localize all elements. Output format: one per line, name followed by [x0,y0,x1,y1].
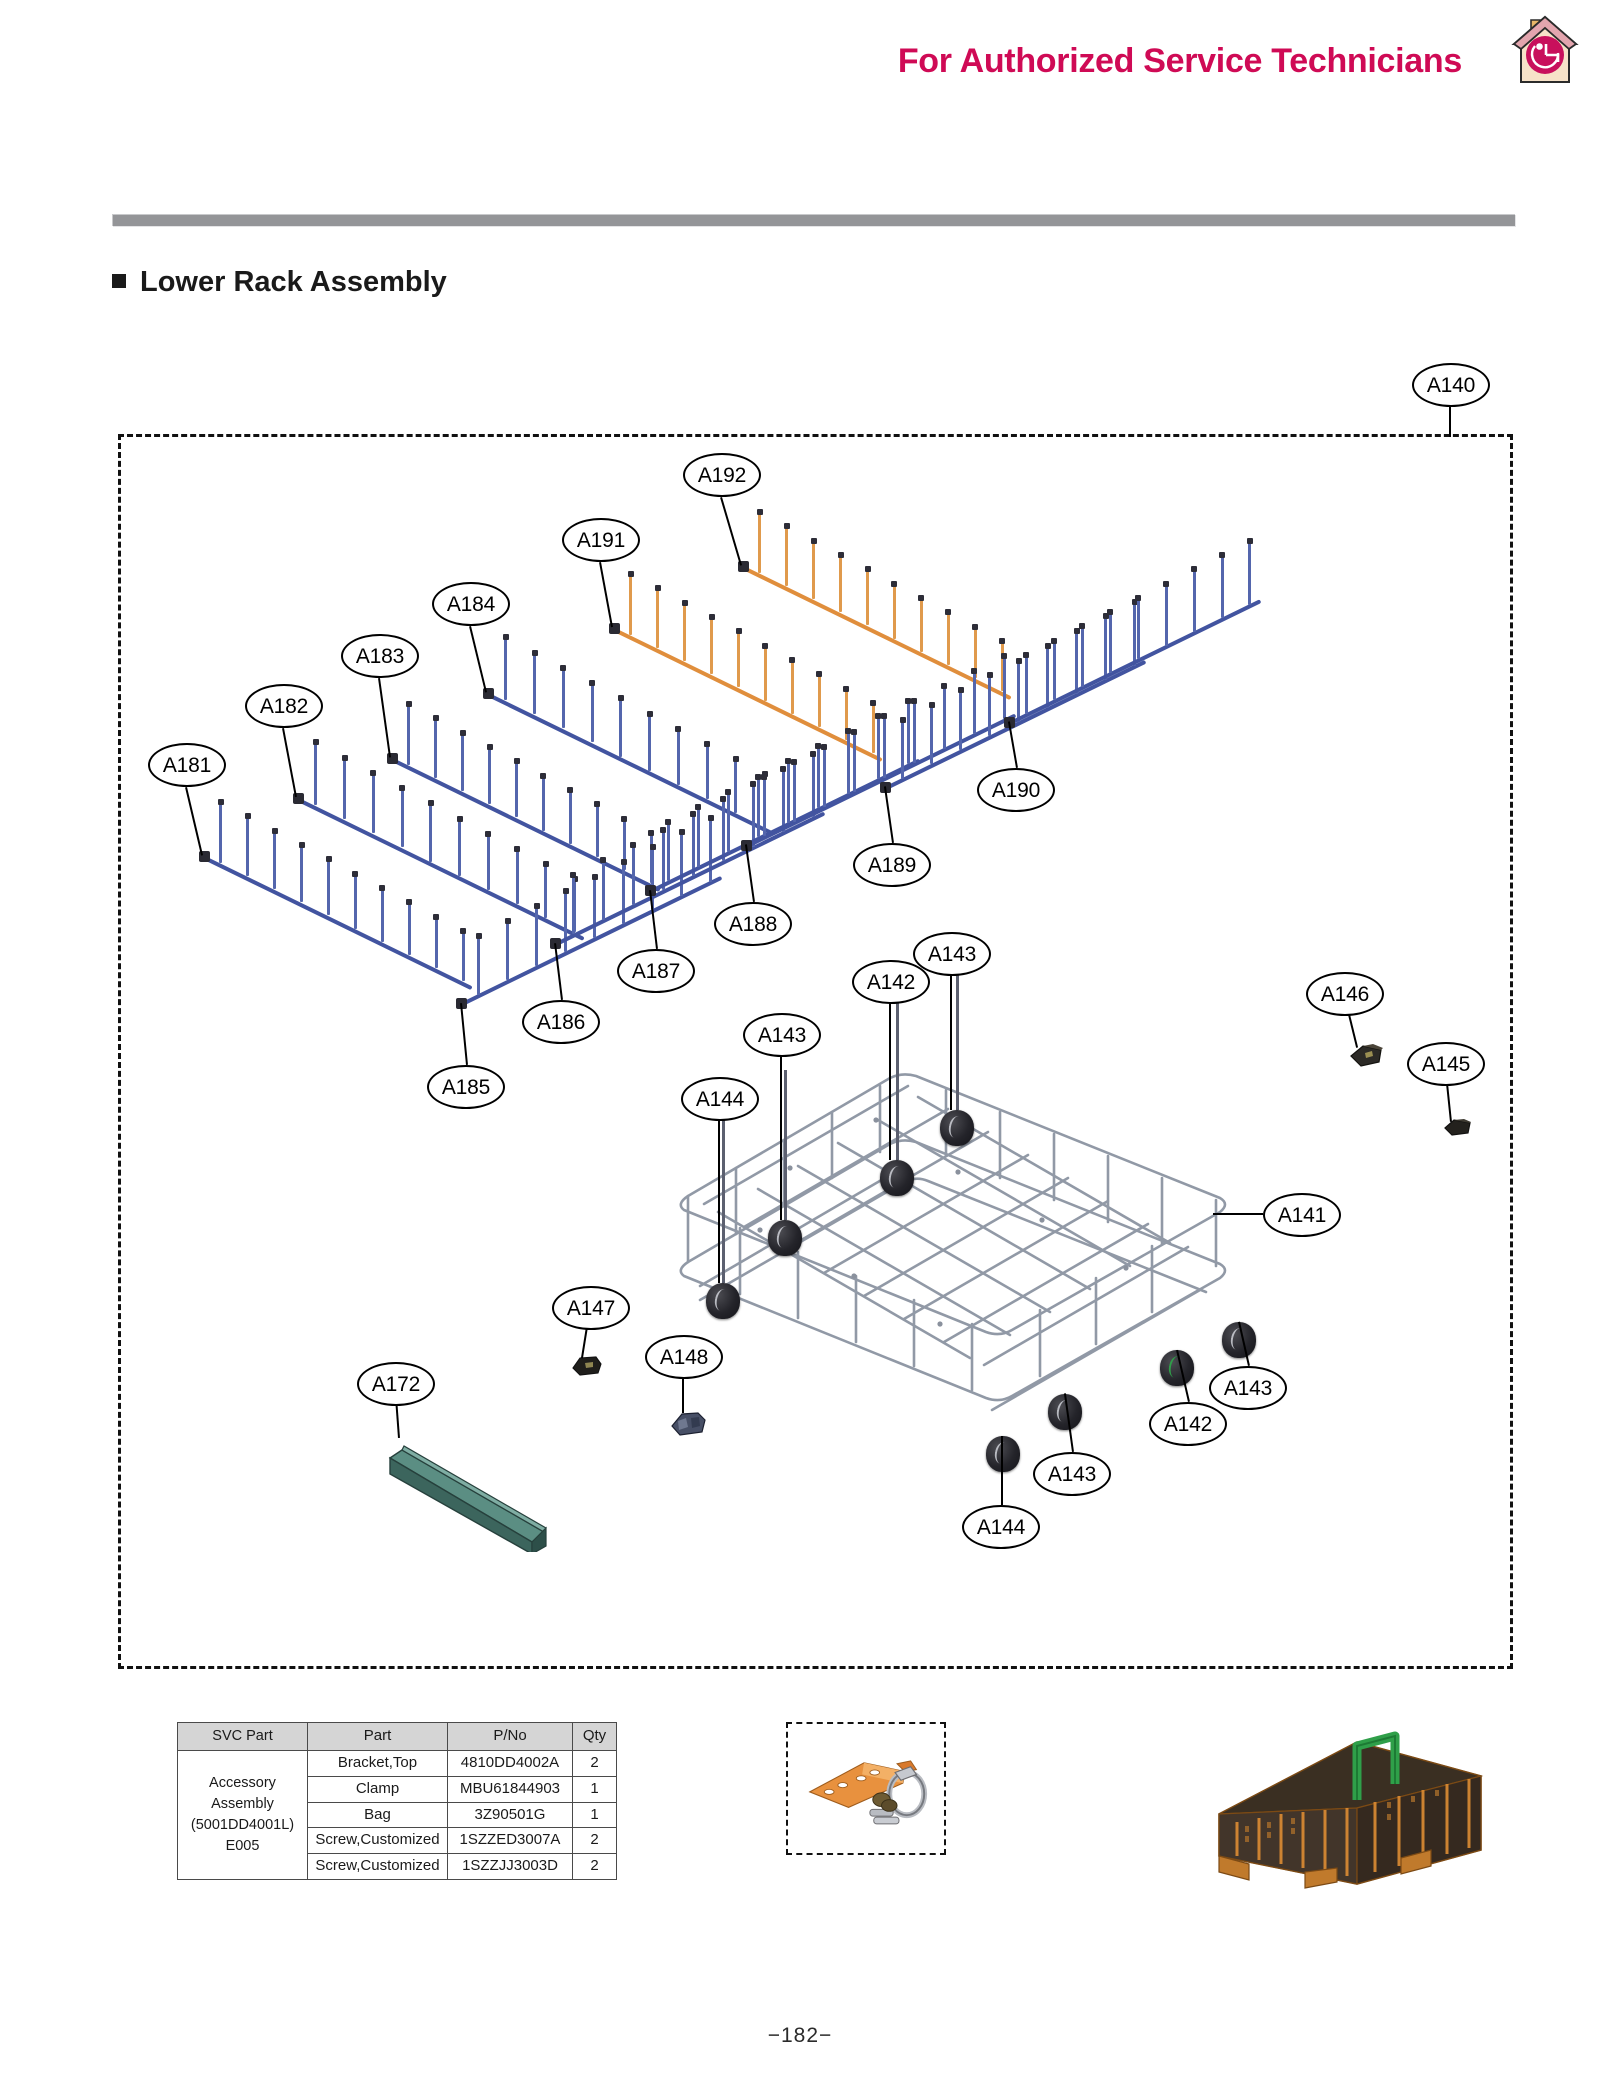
page-title [112,266,447,299]
tine-tip [648,830,654,836]
tine [758,513,761,573]
tine [562,669,565,729]
part-a145-clip [1440,1112,1476,1140]
callout-a144-16: A144 [681,1077,759,1121]
tine-tip [379,885,385,891]
callout-a144-26: A144 [962,1505,1040,1549]
tine [1109,613,1112,673]
callout-a187-10: A187 [617,949,695,993]
tine-tip [690,811,696,817]
tine [710,618,713,674]
tine-tip [628,571,634,577]
tine [488,748,491,804]
tine-tip [695,804,701,810]
tine-tip [1219,552,1225,558]
tine-tip [757,509,763,515]
tine [791,661,794,714]
tine-tip [905,698,911,704]
tine-tip [589,680,595,686]
tine [930,706,933,765]
tine-tip [245,813,251,819]
tine-tip [736,628,742,634]
a110-cutlery-basket-art [1205,1722,1495,1897]
tine [793,763,796,822]
roller-wheel-0 [880,1160,914,1196]
callout-a188-9: A188 [714,902,792,946]
tine [764,647,767,701]
tine-tip [972,624,978,630]
tine-tip [791,759,797,765]
tine [734,760,737,812]
tine [462,932,465,981]
tine [901,721,904,779]
tine [544,865,547,917]
callout-a191-2: A191 [562,518,640,562]
callout-a186-11: A186 [522,1000,600,1044]
service-parts-table [177,1722,617,1880]
roller-wheel-1 [940,1110,974,1146]
callout-a185-12: A185 [427,1065,505,1109]
tine [372,774,375,834]
tine [727,793,730,852]
tine-tip [476,933,482,939]
tine-tip [543,861,549,867]
tine-tip [762,643,768,649]
tine-tip [720,796,726,802]
tine-tip [299,842,305,848]
tine-tip [1247,538,1253,544]
tine [487,835,490,890]
tine [656,589,659,648]
tine-tip [865,566,871,572]
cell-part: Clamp [308,1776,448,1802]
tine [506,922,509,981]
callout-a192-1: A192 [683,453,761,497]
callout-leader-line [1449,407,1451,437]
svc-part-line: Assembly [211,1795,274,1812]
callout-a142-24: A142 [1149,1402,1227,1446]
tine-tip [563,888,569,894]
tine-tip [1074,628,1080,634]
tine [435,918,438,968]
roller-stem [784,1070,787,1220]
tine-tip [665,819,671,825]
column-header-pno: P/No [448,1723,573,1751]
tine [817,747,820,808]
tine [542,777,545,831]
tine [943,687,946,749]
tine [706,745,709,799]
tine-tip [342,755,348,761]
tine [947,613,950,665]
tine-tip [1016,658,1022,664]
lg-house-logo [1504,8,1586,94]
cell-part: Bag [308,1802,448,1828]
tine-tip [785,758,791,764]
tine-tip [780,766,786,772]
tine [1025,656,1028,714]
tine-tip [326,856,332,862]
tine-tip [594,801,600,807]
tine [246,817,249,876]
table-row [178,1751,617,1777]
header-divider-rule [112,214,1515,226]
tine [477,937,480,995]
tine-tip [406,899,412,905]
tine-tip [821,744,827,750]
tine-tip [815,743,821,749]
tine [1017,662,1020,722]
tine [683,604,686,662]
tine-tip [838,552,844,558]
tine [812,542,815,600]
tine-tip [971,668,977,674]
roller-wheel-2 [768,1220,802,1256]
tine-tip [570,872,576,878]
cell-pno: 1SZZED3007A [448,1828,573,1854]
tine [619,699,622,756]
callout-a141-19: A141 [1263,1193,1341,1237]
tine [632,846,635,905]
tine [533,654,536,715]
tine-tip [845,728,851,734]
tine-tip [567,787,573,793]
tine [785,527,788,586]
callout-leader-line [950,954,952,1110]
tine [697,808,700,867]
column-header-part: Part [308,1723,448,1751]
tine-tip [929,702,935,708]
tine [877,717,880,779]
tine-tip [958,687,964,693]
tine [853,733,856,793]
e005-detail-box [786,1722,946,1855]
callout-leader-line [780,1035,782,1220]
cell-qty: 2 [573,1854,617,1880]
callout-leader-line [718,1099,720,1283]
tine-tip [660,827,666,833]
tine [677,730,680,785]
tine [1075,632,1078,694]
tine-tip [918,595,924,601]
part-a172-channel-bar [382,1434,552,1552]
tine-tip [313,739,319,745]
tine-tip [733,756,739,762]
tine-tip [503,634,509,640]
tine [1193,570,1196,632]
tine-tip [784,523,790,529]
tine [515,762,518,817]
tine [273,832,276,890]
tine-tip [789,657,795,663]
tine [973,672,976,734]
callout-a143-13: A143 [913,932,991,976]
cell-qty: 1 [573,1776,617,1802]
tine-tip [870,700,876,706]
roller-wheel-3 [706,1283,740,1319]
tine-tip [433,715,439,721]
tine-tip [406,701,412,707]
tine [866,570,869,625]
tine-tip [1001,653,1007,659]
svc-part-line: (5001DD4001L) [190,1816,295,1833]
tine-tip [810,751,816,757]
svc-part-line: Accessory [209,1774,276,1791]
tine [920,599,923,652]
tine-tip [428,800,434,806]
tine-tip [399,785,405,791]
tine-tip [1163,581,1169,587]
tine [458,820,461,876]
tine [381,889,384,942]
tine-tip [1051,638,1057,644]
page-title-text: Lower Rack Assembly [140,266,447,298]
tine [343,759,346,820]
tine [314,743,317,805]
tine-tip [514,846,520,852]
tine-tip [647,711,653,717]
tine-tip [540,773,546,779]
tine-tip [352,871,358,877]
svc-part-line: E005 [225,1837,260,1854]
part-a147-clip [568,1348,608,1380]
callout-leader-line [1001,1436,1003,1505]
tine [1053,642,1056,701]
part-a146-clip [1345,1036,1387,1070]
roller-stem [722,1120,725,1283]
roller-stem [896,1000,899,1160]
tine [434,719,437,778]
tine-tip [460,730,466,736]
table-header-row [178,1723,617,1751]
tine-tip [621,859,627,865]
tine-tip [272,828,278,834]
tine [818,675,821,727]
tine [602,861,605,920]
tine [648,715,651,771]
tine [787,762,790,822]
tine-tip [725,789,731,795]
tine [354,875,357,929]
tine [812,755,815,818]
column-header-qty: Qty [573,1723,617,1751]
tine-tip [1191,566,1197,572]
tine [300,846,303,902]
callout-a184-3: A184 [432,582,510,626]
roller-stem [956,960,959,1110]
tine-tip [487,744,493,750]
tine-tip [708,815,714,821]
tine-tip [679,829,685,835]
svc-part-group-cell [178,1751,308,1880]
tine-tip [370,770,376,776]
tine-tip [709,614,715,620]
tine-tip [704,741,710,747]
tine [839,556,842,612]
tine [680,833,683,895]
tine [893,585,896,639]
tine-tip [761,774,767,780]
tine-tip [891,581,897,587]
tine [913,702,916,763]
tine [883,717,886,777]
tine [408,903,411,955]
tine-tip [514,758,520,764]
tine [847,732,850,794]
tine [872,704,875,753]
tine [1133,603,1136,666]
roller-wheel-7 [986,1436,1020,1472]
tine-tip [433,914,439,920]
tine-tip [532,650,538,656]
callout-a143-25: A143 [1033,1452,1111,1496]
tine [709,819,712,882]
callout-leader-line [1213,1213,1263,1215]
tine [757,778,760,838]
cell-qty: 2 [573,1828,617,1854]
cell-part: Screw,Customized [308,1828,448,1854]
cell-part: Bracket,Top [308,1751,448,1777]
callout-a190-7: A190 [977,768,1055,812]
page-header-title: For Authorized Service Technicians [897,42,1462,80]
callout-a181-6: A181 [148,743,226,787]
cell-pno: 1SZZJJ3003D [448,1854,573,1880]
tine-tip [811,538,817,544]
tine [1046,647,1049,708]
tine-tip [1135,595,1141,601]
tine-tip [941,683,947,689]
callout-a189-8: A189 [853,843,931,887]
tine-tip [816,671,822,677]
tine [219,803,222,863]
tine [667,823,670,881]
callout-a147-20: A147 [552,1286,630,1330]
tine [823,748,826,807]
tine-tip [592,874,598,880]
callout-a172-22: A172 [357,1362,435,1406]
tine-tip [534,903,540,909]
tine [959,691,962,750]
tine [569,791,572,844]
tine-tip [1107,609,1113,615]
cell-pno: 3Z90501G [448,1802,573,1828]
tine-tip [881,713,887,719]
tine-tip [1079,623,1085,629]
tine-tip [987,672,993,678]
tine-tip [875,713,881,719]
tine [737,632,740,687]
tine [535,907,538,966]
tine-tip [485,831,491,837]
cell-pno: MBU61844903 [448,1776,573,1802]
tine [401,789,404,847]
tine-tip [945,609,951,615]
callout-a142-14: A142 [852,960,930,1004]
tine-tip [218,799,224,805]
tine-tip [630,842,636,848]
tine-tip [655,585,661,591]
tine-tip [755,774,761,780]
callout-a145-18: A145 [1407,1042,1485,1086]
tine-tip [618,695,624,701]
tine-tip [675,726,681,732]
tine [516,850,519,904]
tine [1081,627,1084,686]
tine [1221,556,1224,618]
callout-a146-17: A146 [1306,972,1384,1016]
tine [1003,657,1006,720]
tine-tip [851,729,857,735]
tine-tip [600,857,606,863]
cell-pno: 4810DD4002A [448,1751,573,1777]
tine [572,876,575,934]
tine-tip [560,665,566,671]
tine [1137,599,1140,659]
tine [907,702,910,765]
tine-tip [900,717,906,723]
tine-tip [621,816,627,822]
tine [327,860,330,915]
tine-tip [505,918,511,924]
tine [504,638,507,700]
column-header-svc-part: SVC Part [178,1723,308,1751]
callout-a148-21: A148 [645,1335,723,1379]
tine-tip [650,844,656,850]
tine-tip [750,781,756,787]
callout-a143-15: A143 [743,1013,821,1057]
tine-tip [682,600,688,606]
cell-part: Screw,Customized [308,1854,448,1880]
tine [593,878,596,938]
cell-qty: 2 [573,1751,617,1777]
tine-tip [999,638,1005,644]
tine [988,676,991,736]
tine-tip [1045,643,1051,649]
tine [629,575,632,635]
tine-tip [457,816,463,822]
page-number: −182− [767,2024,833,2047]
part-a148-clip [664,1404,712,1442]
cell-qty: 1 [573,1802,617,1828]
tine [429,804,432,861]
tine [461,734,464,792]
tine [1165,585,1168,646]
callout-a183-4: A183 [341,634,419,678]
tine-tip [460,928,466,934]
callout-leader-line [889,982,891,1160]
tine-tip [843,686,849,692]
tine [622,863,625,924]
tine [1104,617,1107,679]
callout-a182-5: A182 [245,684,323,728]
tine [596,805,599,857]
callout-a143-23: A143 [1209,1366,1287,1410]
tine-tip [911,698,917,704]
tine [407,705,410,765]
tine-tip [1023,652,1029,658]
callout-a140-0: A140 [1412,363,1490,407]
e005-bracket-clamp-art [788,1724,944,1853]
tine [763,778,766,836]
tine [591,684,594,742]
title-bullet-icon [112,274,126,288]
tine [564,892,567,952]
